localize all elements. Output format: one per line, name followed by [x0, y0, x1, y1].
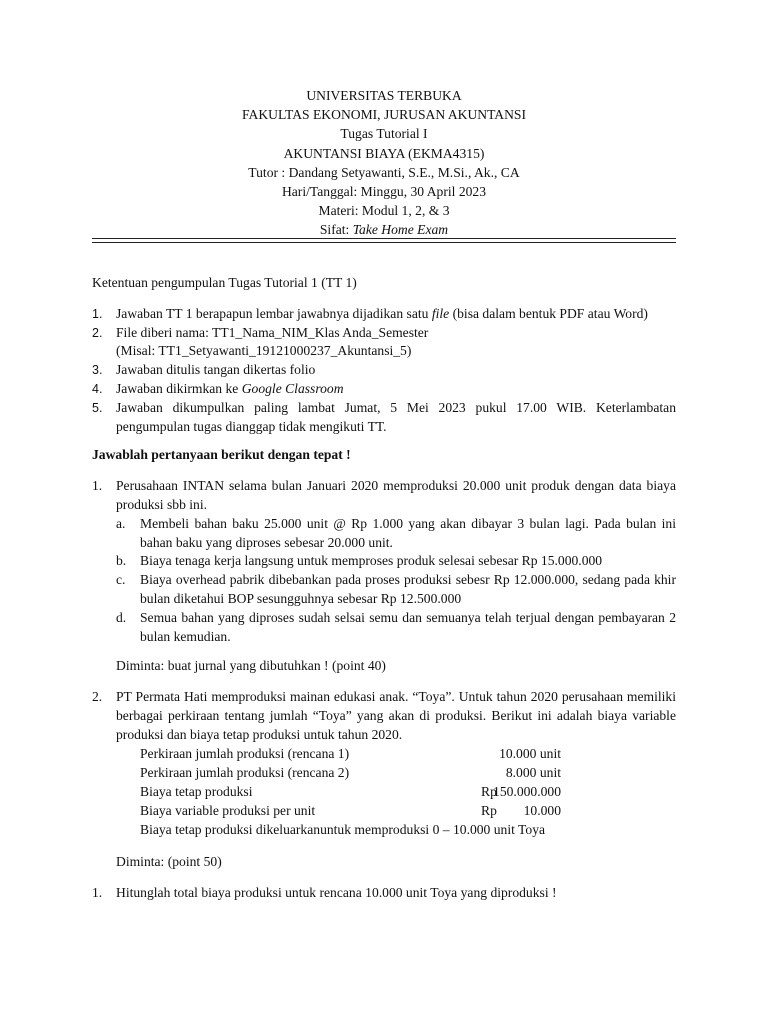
item-letter: d.: [116, 609, 127, 625]
rule-text: File diberi nama: TT1_Nama_NIM_Klas Anda_Semester: [116, 324, 429, 340]
row-value: 10.000 unit: [499, 745, 561, 761]
table-row: [140, 783, 676, 802]
row-label: Perkiraan jumlah produksi (rencana 1): [140, 745, 350, 761]
submission-rules-heading: Ketentuan pengumpulan Tugas Tutorial 1 (TT 1): [92, 275, 357, 290]
sub-question-text: Hitunglah total biaya produksi untuk rencana 10.000 unit Toya yang diproduksi !: [116, 885, 557, 901]
rule-item: [92, 324, 676, 362]
row-label: Perkiraan jumlah produksi (rencana 2): [140, 764, 350, 780]
rule-number: 1.: [92, 306, 103, 321]
rule-text: Jawaban dikirmkan ke: [116, 380, 242, 396]
rule-number: 5.: [92, 400, 103, 415]
table-row: [140, 802, 676, 821]
rule-text: Jawaban ditulis tangan dikertas folio: [116, 362, 316, 378]
rule-number: 2.: [92, 325, 103, 340]
rule-number: 4.: [92, 381, 103, 396]
nature-line: [0, 220, 768, 239]
material-line: Materi: Modul 1, 2, & 3: [318, 203, 450, 219]
sub-question-number: 1.: [92, 885, 103, 901]
rule-item: [92, 380, 676, 399]
question-number: 2.: [92, 689, 103, 705]
question-item: [116, 571, 676, 609]
row-currency: Rp: [481, 802, 497, 818]
question-1: [92, 477, 676, 676]
table-note-row: [140, 821, 676, 840]
nature-label: Sifat:: [319, 222, 353, 238]
table-note: Biaya tetap produksi dikeluarkanuntuk memproduksi 0 – 10.000 unit Toya: [140, 821, 546, 837]
header-divider-bottom: [92, 242, 676, 243]
item-text: Biaya overhead pabrik dibebankan pada proses produksi sebesr Rp 12.000.000, sedang pada khir bulan diketahui BOP sesungguhnya sebesar Rp 12.500.000: [140, 572, 676, 606]
row-value: 8.000 unit: [505, 764, 561, 780]
row-currency: Rp: [481, 783, 497, 799]
table-row: [140, 764, 676, 783]
course-name: AKUNTANSI BIAYA (EKMA4315): [283, 145, 485, 161]
item-text: Biaya tenaga kerja langsung untuk memproses produk selesai sebesar Rp 15.000.000: [140, 553, 603, 569]
date-line: Hari/Tanggal: Minggu, 30 April 2023: [281, 184, 487, 200]
rule-text: Jawaban TT 1 berapapun lembar jawabnya dijadikan satu: [116, 305, 432, 321]
question-requirement: Diminta: (point 50): [116, 853, 222, 869]
item-letter: b.: [116, 553, 127, 569]
sub-question-1: [92, 884, 676, 903]
row-value: 10.000: [523, 802, 561, 818]
question-text: Perusahaan INTAN selama bulan Januari 2020 memproduksi 20.000 unit produk dengan data biaya produksi sbb ini.: [116, 478, 676, 512]
question-item: [116, 552, 676, 571]
document-body: [92, 274, 676, 903]
submission-rules-list: [92, 305, 676, 437]
rule-emphasis: file: [431, 305, 450, 321]
rule-number: 3.: [92, 363, 103, 378]
question-item: [116, 515, 676, 553]
assignment-title: Tugas Tutorial I: [340, 126, 428, 142]
nature-value: Take Home Exam: [352, 222, 449, 238]
question-text: PT Permata Hati memproduksi mainan edukasi anak. “Toya”. Untuk tahun 2020 perusahaan memiliki berbagai perkiraan tentang jumlah “Toya” yang akan di produksi. Berikut ini adalah biaya variable produksi dan biaya tetap produksi untuk tahun 2020.: [116, 689, 676, 742]
rule-item: [92, 399, 676, 437]
rule-text: Jawaban dikumpulkan paling lambat Jumat, 5 Mei 2023 pukul 17.00 WIB. Keterlambatan pengumpulan tugas dianggap tidak mengikuti TT.: [116, 399, 676, 434]
item-text: Semua bahan yang diproses sudah selsai semu dan semuanya telah terjual dengan pembayaran 2 bulan kemudian.: [140, 609, 676, 644]
rule-example: (Misal: TT1_Setyawanti_19121000237_Akuntansi_5): [116, 343, 412, 359]
item-letter: a.: [116, 515, 126, 531]
instruction-heading: Jawablah pertanyaan berikut dengan tepat !: [92, 447, 351, 463]
row-value: 150.000.000: [493, 783, 561, 799]
table-row: [140, 745, 676, 764]
rule-text-end: (bisa dalam bentuk PDF atau Word): [449, 305, 648, 321]
tutor-line: Tutor : Dandang Setyawanti, S.E., M.Si., Ak., CA: [248, 164, 520, 180]
row-label: Biaya variable produksi per unit: [140, 802, 316, 818]
faculty-name: FAKULTAS EKONOMI, JURUSAN AKUNTANSI: [241, 107, 527, 123]
rule-item: [92, 361, 676, 380]
question-number: 1.: [92, 478, 103, 494]
item-letter: c.: [116, 572, 126, 588]
university-name: UNIVERSITAS TERBUKA: [306, 88, 462, 103]
item-text: Membeli bahan baku 25.000 unit @ Rp 1.000 yang akan dibayar 3 bulan lagi. Pada bulan ini bahan baku yang diproses sebesar 20.000 unit.: [140, 515, 676, 550]
question-2: [92, 688, 676, 871]
question-item: [116, 609, 676, 647]
rule-emphasis: Google Classroom: [241, 380, 344, 396]
header-divider-top: [92, 238, 676, 239]
document-header: [0, 86, 768, 240]
rule-item: [92, 305, 676, 324]
row-label: Biaya tetap produksi: [140, 783, 253, 799]
production-data-table: [140, 745, 676, 840]
question-requirement: Diminta: buat jurnal yang dibutuhkan ! (point 40): [116, 658, 386, 674]
